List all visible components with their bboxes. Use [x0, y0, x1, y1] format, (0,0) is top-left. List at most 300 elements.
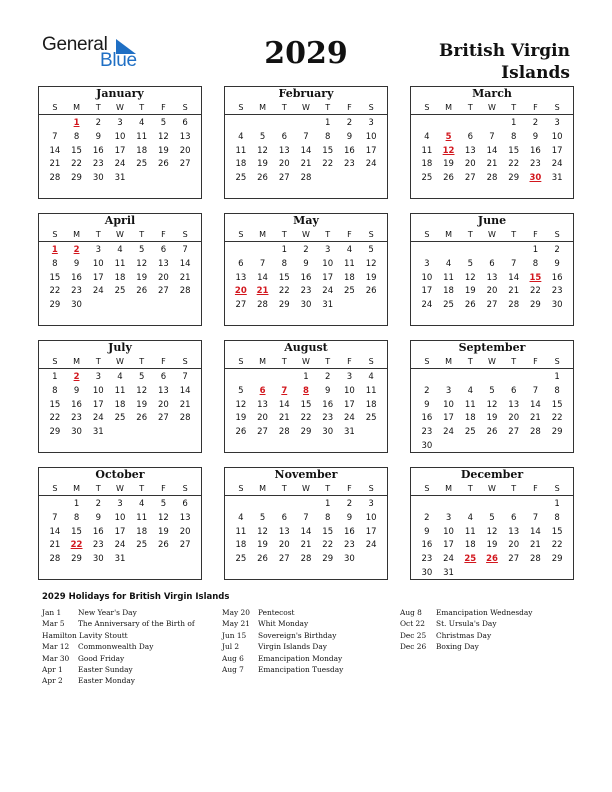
weekday-header-row	[39, 482, 201, 496]
day-cell: 13	[464, 145, 476, 156]
day-cell: 28	[49, 554, 61, 565]
holiday-column	[42, 607, 212, 687]
day-cell: 14	[508, 272, 520, 283]
day-cell: 28	[530, 427, 541, 438]
empty-day-cell	[252, 498, 274, 512]
day-cell: 3	[117, 118, 123, 128]
day-cell: 19	[235, 413, 247, 424]
holiday-date: Dec 26	[400, 642, 427, 652]
day-cell: 29	[71, 173, 82, 184]
day-grid	[411, 369, 573, 454]
day-cell: 13	[257, 399, 268, 410]
holiday-name: Emancipation Monday	[258, 653, 343, 663]
weekday-header: T	[511, 484, 517, 493]
day-cell: 8	[554, 512, 560, 523]
weekday-header: T	[467, 357, 473, 366]
day-cell: 7	[489, 131, 495, 142]
weekday-header: T	[281, 230, 287, 239]
day-cell: 11	[365, 385, 377, 396]
weekday-header: S	[52, 230, 58, 239]
day-cell: 29	[71, 554, 82, 565]
day-cell: 22	[322, 540, 334, 551]
day-cell: 12	[257, 526, 268, 537]
day-cell: 22	[49, 286, 61, 297]
weekday-header: M	[73, 230, 81, 239]
day-cell: 14	[300, 145, 312, 156]
weekday-header: S	[368, 357, 374, 366]
day-cell: 9	[324, 385, 331, 396]
weekday-header: S	[424, 230, 430, 239]
day-cell: 7	[303, 512, 309, 523]
day-cell: 24	[551, 159, 563, 170]
day-cell: 17	[365, 145, 377, 156]
day-cell: 7	[52, 131, 58, 142]
holiday-name: Hamilton Lavity Stoutt	[42, 630, 128, 640]
weekday-header: F	[533, 103, 538, 112]
day-cell: 13	[158, 385, 169, 396]
holiday-name: Boxing Day	[436, 642, 479, 652]
day-cell: 20	[508, 413, 520, 424]
day-cell: 19	[365, 272, 377, 283]
day-cell: 10	[551, 131, 563, 142]
weekday-header: F	[533, 484, 538, 493]
day-cell: 15	[49, 399, 61, 410]
month-title: August	[284, 341, 328, 354]
day-cell: 13	[508, 526, 520, 537]
day-cell: 29	[300, 427, 312, 438]
weekday-header: F	[161, 230, 166, 239]
day-cell: 2	[95, 118, 101, 128]
month-title: May	[293, 214, 319, 227]
empty-day-cell	[481, 371, 503, 385]
weekday-header-row	[39, 101, 201, 115]
day-cell: 2	[346, 118, 353, 128]
day-cell: 13	[278, 145, 290, 156]
day-cell: 23	[92, 159, 104, 170]
day-cell: 22	[278, 286, 290, 297]
day-cell: 31	[344, 427, 355, 438]
holiday-row	[42, 653, 212, 664]
day-cell: 1	[324, 499, 331, 509]
day-cell: 26	[443, 173, 454, 184]
day-cell: 5	[259, 131, 266, 142]
day-cell: 27	[257, 427, 268, 438]
day-cell: 25	[365, 413, 377, 424]
empty-day-cell	[416, 371, 438, 385]
day-cell: 16	[300, 272, 312, 283]
weekday-header: W	[116, 484, 124, 493]
day-cell: 24	[92, 413, 104, 424]
empty-day-cell	[295, 117, 317, 131]
holiday-date: Aug 8	[400, 608, 422, 617]
day-cell: 8	[73, 131, 80, 142]
day-cell: 15	[300, 399, 312, 410]
day-cell: 25	[443, 300, 454, 311]
weekday-header: M	[445, 357, 453, 366]
month-title: April	[104, 214, 136, 227]
day-cell: 27	[508, 427, 520, 438]
day-cell: 2	[554, 245, 560, 255]
day-grid	[39, 496, 201, 567]
day-cell: 4	[138, 499, 145, 509]
day-cell: 26	[158, 540, 169, 551]
weekday-header: W	[488, 484, 496, 493]
weekday-header: M	[259, 230, 267, 239]
holiday-row	[222, 607, 392, 618]
day-cell: 27	[486, 300, 498, 311]
day-cell: 21	[508, 286, 520, 297]
day-cell: 30	[421, 567, 433, 578]
day-cell: 1	[554, 499, 560, 509]
day-cell: 23	[71, 413, 82, 424]
day-cell: 22	[71, 159, 82, 170]
day-cell: 4	[346, 245, 353, 255]
empty-day-cell	[503, 498, 525, 512]
day-cell: 7	[182, 245, 188, 255]
day-cell: 11	[344, 258, 355, 269]
holiday-row	[222, 664, 392, 675]
day-cell: 3	[95, 372, 101, 382]
day-cell: 9	[346, 131, 353, 142]
day-cell: 27	[158, 286, 169, 297]
day-cell: 31	[114, 173, 126, 184]
day-cell: 8	[52, 258, 58, 269]
day-cell: 11	[235, 145, 247, 156]
day-cell: 21	[486, 159, 498, 170]
day-cell: 3	[95, 245, 101, 255]
weekday-header: T	[511, 230, 517, 239]
day-cell: 15	[322, 145, 334, 156]
month-title: February	[278, 87, 334, 100]
day-cell: 26	[486, 427, 498, 438]
day-cell: 26	[257, 554, 268, 565]
empty-day-cell	[459, 498, 481, 512]
day-cell: 1	[324, 118, 331, 128]
day-cell: 9	[95, 512, 101, 523]
empty-day-cell	[481, 498, 503, 512]
day-cell: 28	[530, 554, 541, 565]
month-july	[38, 340, 202, 453]
weekday-header: T	[281, 357, 287, 366]
holiday-day-cell: 21	[256, 286, 269, 297]
day-cell: 11	[235, 526, 247, 537]
holiday-day-cell: 15	[529, 272, 542, 283]
empty-day-cell	[459, 117, 481, 131]
day-cell: 10	[92, 258, 104, 269]
day-cell: 25	[136, 540, 148, 551]
day-cell: 18	[365, 399, 377, 410]
day-cell: 20	[464, 159, 476, 170]
day-cell: 20	[179, 145, 191, 156]
day-cell: 28	[257, 300, 268, 311]
weekday-header-row	[39, 228, 201, 242]
month-title: January	[96, 87, 144, 100]
day-cell: 21	[49, 159, 61, 170]
holiday-name: Good Friday	[78, 653, 125, 663]
day-cell: 14	[257, 272, 268, 283]
day-cell: 26	[464, 300, 476, 311]
weekday-header: F	[347, 103, 352, 112]
day-cell: 19	[257, 540, 268, 551]
holiday-row	[222, 641, 392, 652]
weekday-header-row	[225, 101, 387, 115]
month-title: June	[477, 214, 507, 227]
day-cell: 7	[532, 512, 539, 523]
day-cell: 24	[443, 554, 454, 565]
day-cell: 20	[179, 526, 191, 537]
day-cell: 30	[92, 173, 104, 184]
day-cell: 7	[510, 258, 517, 269]
holiday-row	[400, 618, 570, 629]
day-cell: 12	[136, 258, 148, 269]
day-cell: 28	[179, 413, 191, 424]
day-cell: 22	[300, 413, 312, 424]
holiday-date: Dec 25	[400, 630, 427, 640]
holiday-day-cell: 25	[464, 554, 477, 565]
weekday-header: M	[259, 357, 267, 366]
day-cell: 27	[179, 159, 191, 170]
day-cell: 25	[235, 173, 247, 184]
holiday-row	[222, 630, 392, 641]
month-title: November	[274, 468, 338, 481]
day-cell: 14	[486, 145, 498, 156]
day-cell: 1	[554, 372, 560, 382]
day-cell: 11	[464, 399, 476, 410]
month-december	[410, 467, 574, 580]
day-cell: 27	[508, 554, 520, 565]
day-cell: 30	[300, 300, 312, 311]
holiday-name: Commonwealth Day	[78, 642, 154, 652]
holiday-name: Emancipation Tuesday	[258, 664, 344, 674]
holiday-date: Jul 2	[222, 642, 240, 652]
holiday-day-cell: 22	[70, 540, 83, 551]
holiday-name: New Year's Day	[78, 608, 137, 617]
day-cell: 23	[551, 286, 563, 297]
weekday-header: T	[467, 230, 473, 239]
day-cell: 16	[421, 413, 433, 424]
weekday-header: S	[424, 484, 430, 493]
holiday-day-cell: 12	[442, 145, 455, 156]
day-cell: 17	[114, 526, 126, 537]
day-cell: 2	[324, 372, 331, 382]
day-cell: 15	[278, 272, 290, 283]
weekday-header: T	[139, 484, 145, 493]
day-cell: 28	[278, 427, 290, 438]
day-cell: 16	[92, 145, 104, 156]
day-cell: 12	[257, 145, 268, 156]
weekday-header: M	[445, 230, 453, 239]
day-cell: 10	[114, 512, 126, 523]
day-cell: 14	[49, 145, 61, 156]
holiday-day-cell: 30	[529, 173, 542, 184]
weekday-header: F	[347, 357, 352, 366]
holiday-name: Christmas Day	[436, 630, 492, 640]
weekday-header: S	[182, 103, 188, 112]
day-cell: 12	[136, 385, 148, 396]
day-cell: 15	[551, 399, 563, 410]
holiday-day-cell: 1	[73, 118, 80, 128]
day-grid	[39, 242, 201, 313]
day-cell: 31	[322, 300, 334, 311]
day-cell: 15	[71, 145, 82, 156]
holiday-day-cell: 20	[234, 286, 247, 297]
empty-day-cell	[295, 498, 317, 512]
day-cell: 24	[365, 159, 377, 170]
day-grid	[39, 369, 201, 440]
weekday-header: F	[347, 230, 352, 239]
year-title: 2029	[264, 36, 348, 71]
day-cell: 27	[464, 173, 476, 184]
day-cell: 9	[532, 131, 539, 142]
day-cell: 27	[235, 300, 247, 311]
day-cell: 20	[508, 540, 520, 551]
day-cell: 20	[158, 272, 169, 283]
empty-day-cell	[459, 371, 481, 385]
day-cell: 4	[117, 245, 123, 255]
day-cell: 2	[346, 499, 353, 509]
holiday-name: St. Ursula's Day	[436, 619, 497, 629]
empty-day-cell	[44, 498, 66, 512]
weekday-header: T	[467, 484, 473, 493]
day-cell: 15	[71, 526, 82, 537]
holiday-date: Apr 2	[42, 676, 63, 686]
logo-general-text: General	[42, 34, 108, 55]
empty-day-cell	[503, 371, 525, 385]
empty-day-cell	[481, 117, 503, 131]
day-cell: 11	[421, 145, 433, 156]
day-cell: 5	[238, 385, 244, 396]
weekday-header: S	[238, 230, 244, 239]
weekday-header: W	[302, 103, 310, 112]
day-cell: 20	[486, 286, 498, 297]
day-cell: 29	[530, 300, 541, 311]
weekday-header: T	[325, 357, 331, 366]
day-cell: 27	[278, 173, 290, 184]
holiday-row	[42, 664, 212, 675]
day-cell: 22	[551, 413, 563, 424]
day-grid	[411, 242, 573, 313]
day-cell: 10	[443, 526, 454, 537]
day-cell: 23	[322, 413, 334, 424]
day-cell: 16	[71, 272, 82, 283]
day-cell: 5	[138, 245, 145, 255]
holiday-date: Oct 22	[400, 619, 425, 629]
weekday-header: F	[347, 484, 352, 493]
day-cell: 25	[235, 554, 247, 565]
day-cell: 29	[49, 427, 61, 438]
empty-day-cell	[525, 371, 547, 385]
day-cell: 23	[421, 554, 433, 565]
weekday-header: M	[445, 103, 453, 112]
day-cell: 24	[114, 159, 126, 170]
empty-day-cell	[438, 117, 460, 131]
day-cell: 18	[235, 540, 247, 551]
day-cell: 18	[344, 272, 355, 283]
day-cell: 30	[322, 427, 334, 438]
weekday-header-row	[225, 355, 387, 369]
day-cell: 2	[424, 385, 430, 396]
day-cell: 4	[467, 385, 473, 396]
empty-day-cell	[252, 117, 274, 131]
day-cell: 1	[73, 499, 80, 509]
holiday-day-cell: 7	[281, 385, 288, 396]
day-grid	[225, 242, 387, 313]
day-cell: 4	[117, 372, 123, 382]
day-cell: 31	[443, 567, 454, 578]
weekday-header: M	[73, 103, 81, 112]
day-cell: 18	[464, 540, 476, 551]
day-cell: 20	[158, 399, 169, 410]
weekday-header: T	[95, 230, 101, 239]
empty-day-cell	[416, 244, 438, 258]
empty-day-cell	[416, 117, 438, 131]
day-cell: 18	[235, 159, 247, 170]
day-cell: 16	[530, 145, 541, 156]
day-cell: 11	[443, 272, 454, 283]
day-cell: 28	[49, 173, 61, 184]
weekday-header-row	[39, 355, 201, 369]
day-cell: 22	[49, 413, 61, 424]
day-cell: 26	[235, 427, 247, 438]
day-cell: 14	[179, 385, 191, 396]
holiday-row	[42, 675, 212, 686]
weekday-header: W	[302, 357, 310, 366]
day-cell: 5	[259, 512, 266, 523]
weekday-header: S	[368, 230, 374, 239]
day-cell: 10	[322, 258, 334, 269]
empty-day-cell	[252, 244, 274, 258]
day-cell: 20	[278, 159, 290, 170]
holiday-name: Emancipation Wednesday	[436, 608, 533, 617]
day-cell: 4	[445, 258, 452, 269]
day-cell: 25	[464, 427, 476, 438]
day-cell: 9	[303, 258, 309, 269]
day-cell: 19	[136, 399, 148, 410]
holiday-date: Jan 1	[42, 608, 62, 617]
day-cell: 29	[508, 173, 520, 184]
weekday-header: M	[259, 103, 267, 112]
day-cell: 6	[467, 131, 473, 142]
day-cell: 16	[551, 272, 563, 283]
day-cell: 17	[92, 399, 104, 410]
holiday-row	[42, 618, 212, 629]
day-cell: 6	[160, 372, 167, 382]
empty-day-cell	[273, 498, 295, 512]
day-cell: 4	[238, 512, 244, 523]
day-cell: 21	[530, 413, 541, 424]
weekday-header: T	[325, 484, 331, 493]
empty-day-cell	[273, 371, 295, 385]
day-cell: 22	[508, 159, 520, 170]
weekday-header: S	[52, 357, 58, 366]
holidays-title: 2029 Holidays for British Virgin Islands	[42, 592, 230, 602]
day-cell: 18	[443, 286, 454, 297]
holiday-date: Apr 1	[42, 664, 63, 674]
holiday-column	[222, 607, 392, 675]
day-cell: 31	[551, 173, 563, 184]
day-cell: 19	[443, 159, 454, 170]
day-cell: 19	[257, 159, 268, 170]
weekday-header: F	[161, 484, 166, 493]
day-cell: 29	[278, 300, 290, 311]
day-cell: 5	[368, 245, 374, 255]
day-cell: 21	[179, 272, 191, 283]
weekday-header: W	[116, 103, 124, 112]
weekday-header: M	[259, 484, 267, 493]
logo-blue-text: Blue	[100, 50, 137, 71]
holiday-row	[400, 607, 570, 618]
day-cell: 28	[300, 554, 312, 565]
